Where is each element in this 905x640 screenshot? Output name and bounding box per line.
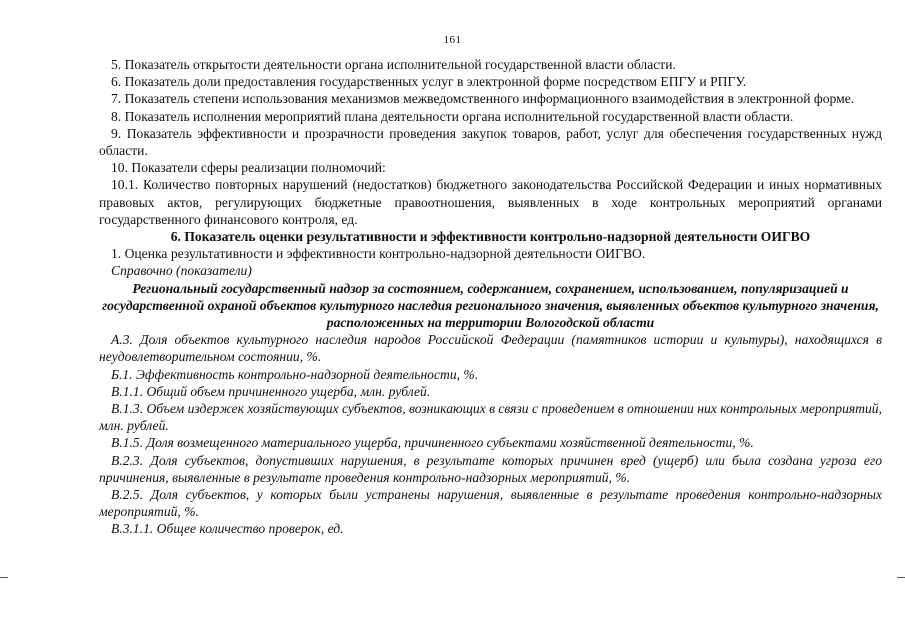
paragraph: 5. Показатель открытости деятельности органа исполнительной государственной власти области.: [111, 57, 676, 72]
document-body: [99, 56, 882, 538]
sub-heading: Региональный государственный надзор за состоянием, содержанием, сохранением, использованием, популяризацией и государственной охраной объектов культурного наследия регионального значения, выявленных объектов культурного значения, расположенных на территории Вологодской области: [102, 280, 879, 331]
reference-label: Справочно (показатели): [111, 263, 252, 279]
paragraph: 9. Показатель эффективности и прозрачности проведения закупок товаров, работ, услуг для обеспечения государственных нужд области.: [99, 125, 882, 159]
paragraph: 8. Показатель исполнения мероприятий плана деятельности органа исполнительной государственной власти области.: [111, 108, 794, 124]
paragraph: 6. Показатель доли предоставления государственных услуг в электронной форме посредством ЕПГУ и РПГУ.: [111, 74, 747, 90]
indicator-item: В.2.5. Доля субъектов, у которых были устранены нарушения, выявленные в результате проведения контрольно-надзорных мероприятий, %.: [99, 487, 882, 520]
section-item: 1. Оценка результативности и эффективности контрольно-надзорной деятельности ОИГВО.: [111, 246, 646, 262]
paragraph: 7. Показатель степени использования механизмов межведомственного информационного взаимодействия в электронной форме.: [111, 91, 855, 107]
left-edge-mark: [0, 577, 8, 578]
indicator-item: А.3. Доля объектов культурного наследия народов Российской Федерации (памятников истории и культуры), находящихся в неудовлетворительном состоянии, %.: [99, 332, 882, 365]
section-heading: 6. Показатель оценки результативности и эффективности контрольно-надзорной деятельности ОИГВО: [170, 229, 811, 245]
paragraph: 10. Показатели сферы реализации полномочий:: [111, 160, 386, 176]
indicator-item: В.3.1.1. Общее количество проверок, ед.: [111, 521, 344, 537]
indicator-item: В.1.5. Доля возмещенного материального ущерба, причиненного субъектами хозяйственной деятельности, %.: [111, 435, 754, 451]
indicator-item: Б.1. Эффективность контрольно-надзорной деятельности, %.: [111, 366, 479, 382]
indicator-item: В.2.3. Доля субъектов, допустивших нарушения, в результате которых причинен вред (ущерб) или была создана угроза его причинения, выявленные в результате проведения контрольно-надзорных мероприятий, %.: [99, 452, 882, 485]
indicator-item: В.1.3. Объем издержек хозяйствующих субъектов, возникающих в связи с проведением в отношении них контрольных мероприятий, млн. рублей.: [99, 401, 882, 434]
paragraph: 10.1. Количество повторных нарушений (недостатков) бюджетного законодательства Российской Федерации и иных нормативных правовых актов, регулирующих бюджетные правоотношения, выявленных в ходе контрольных мероприятий органами государственного финансового контроля, ед.: [99, 177, 882, 227]
right-edge-mark: [897, 577, 905, 578]
page-number: 161: [443, 34, 462, 46]
indicator-item: В.1.1. Общий объем причиненного ущерба, млн. рублей.: [111, 383, 431, 399]
